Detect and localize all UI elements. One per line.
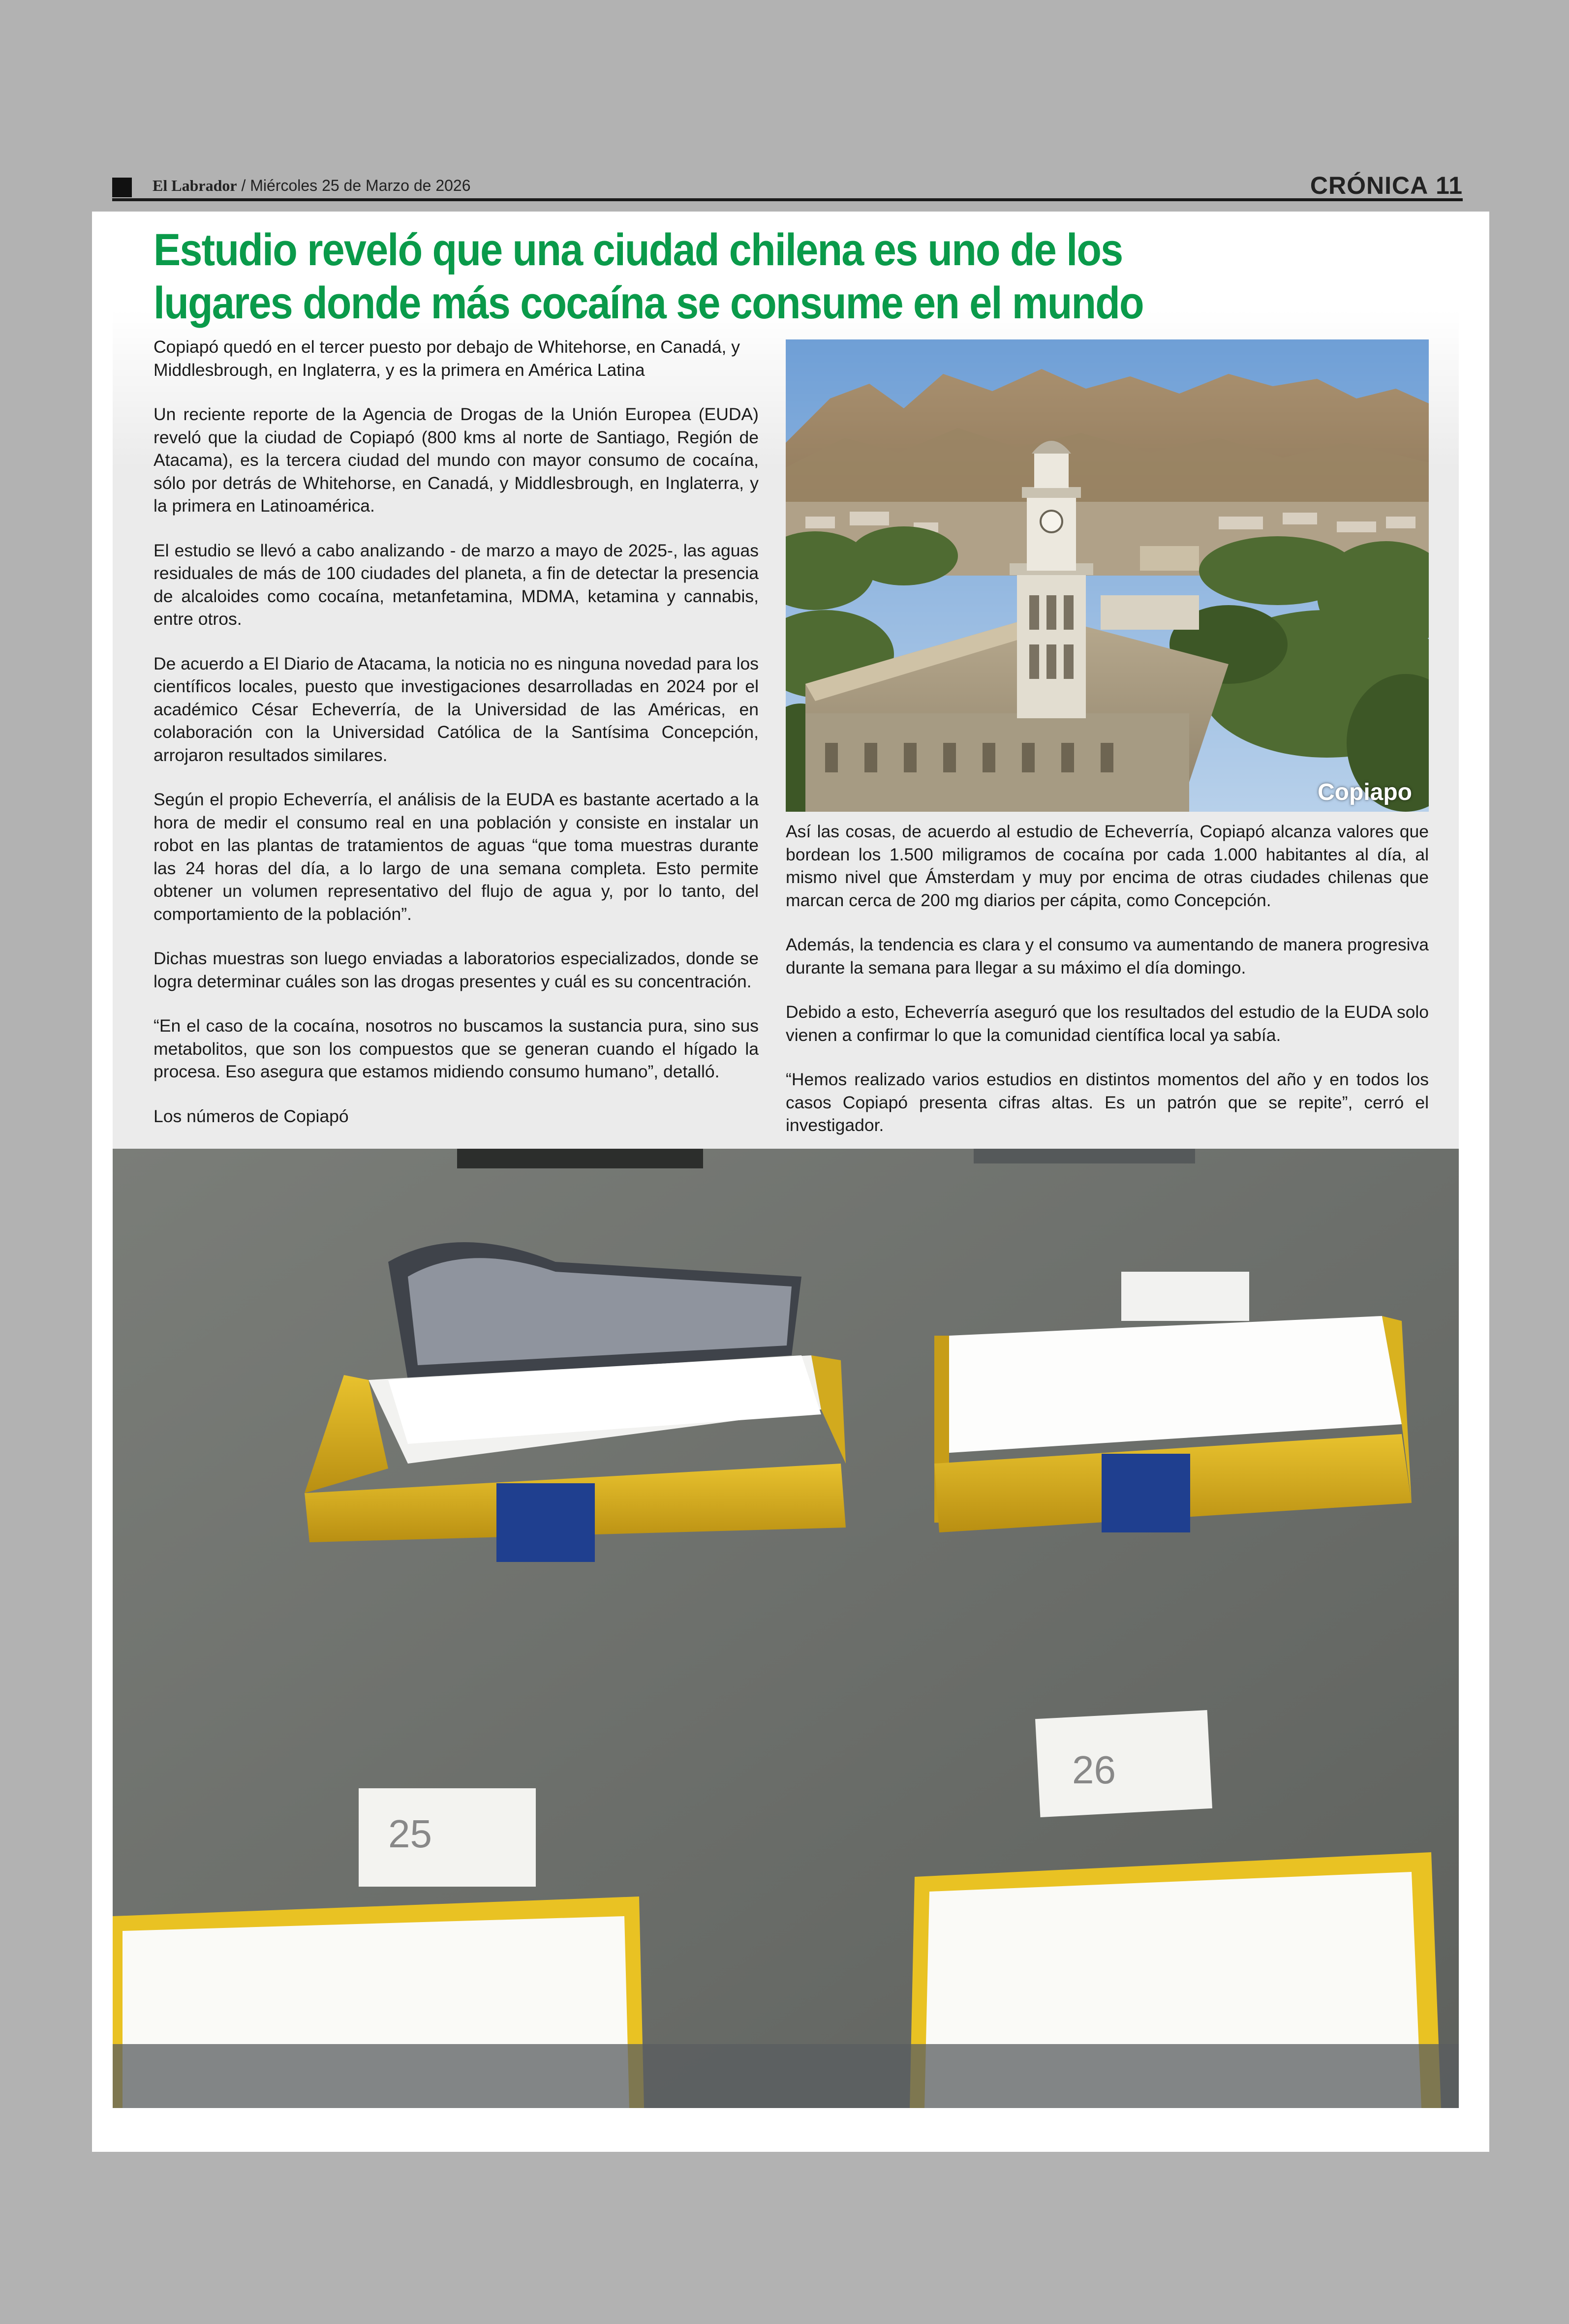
paragraph: “En el caso de la cocaína, nosotros no buscamos la sustancia pura, sino sus metabolitos, que son los compuestos que se generan cuando el hígado la procesa. Eso asegura que estamos midiendo consumo humano”, detalló.	[154, 1016, 759, 1081]
paragraph: Además, la tendencia es clara y el consumo va aumentando de manera progresiva durante la semana para llegar a su máximo el día domingo.	[786, 935, 1429, 978]
package-label-25: 25	[388, 1812, 432, 1856]
paragraph: Dichas muestras son luego enviadas a laboratorios especializados, donde se logra determinar cuáles son las drogas presentes y cuál es su concentración.	[154, 948, 759, 991]
copiapo-photo	[786, 339, 1429, 812]
paper-name: El Labrador	[153, 177, 237, 194]
paragraph: El estudio se llevó a cabo analizando - de marzo a mayo de 2025-, las aguas residuales de más de 100 ciudades del planeta, a fin de detectar la presencia de alcaloides como cocaína, metanfetamina, MDMA, ketamina y cannabis, entre otros.	[154, 540, 759, 629]
paragraph: Un reciente reporte de la Agencia de Drogas de la Unión Europea (EUDA) reveló que la ciudad de Copiapó (800 kms al norte de Santiago, Región de Atacama), es la tercera ciudad del mundo con mayor consumo de cocaína, sólo por detrás de Whitehorse, en Canadá, y Middlesbrough, en Inglaterra, y la primera en Latinoamérica.	[154, 404, 759, 516]
header-meta	[153, 176, 471, 195]
page-number: 11	[1436, 172, 1463, 199]
page-header	[112, 172, 1463, 201]
paragraph: Así las cosas, de acuerdo al estudio de Echeverría, Copiapó alcanza valores que bordean los 1.500 miligramos de cocaína por cada 1.000 habitantes al día, al mismo nivel que Ámsterdam y muy por encima de otras ciudades chilenas que marcan cerca de 200 mg diarios per cápita, como Concepción.	[786, 822, 1429, 910]
cocaine-packages-photo	[113, 1149, 1459, 2108]
right-column	[786, 820, 1429, 1159]
article-panel	[113, 212, 1459, 1149]
issue-date: / Miércoles 25 de Marzo de 2026	[237, 177, 471, 194]
paragraph: De acuerdo a El Diario de Atacama, la noticia no es ninguna novedad para los científicos locales, puesto que investigaciones desarrolladas en 2024 por el académico César Echeverría, de la Universidad de las Américas, en colaboración con la Universidad Católica de la Santísima Concepción, arrojaron resultados similares.	[154, 653, 759, 765]
cocaine-packages-illustration	[113, 1149, 1459, 2108]
article-subtitle: Copiapó quedó en el tercer puesto por debajo de Whitehorse, en Canadá, y Middlesbrough, en Inglaterra, y es la primera en América Latina	[154, 337, 740, 380]
package-label-26: 26	[1072, 1748, 1116, 1792]
header-square-mark	[112, 178, 132, 197]
paragraph: Debido a esto, Echeverría aseguró que los resultados del estudio de la EUDA solo vienen a confirmar lo que la comunidad científica local ya sabía.	[786, 1002, 1429, 1045]
paragraph: “Hemos realizado varios estudios en distintos momentos del año y en todos los casos Copiapó presenta cifras altas. Es un patrón que se repite”, cerró el investigador.	[786, 1070, 1429, 1135]
article-headline: Estudio reveló que una ciudad chilena es uno de los lugares donde más cocaína se consume en el mundo	[154, 225, 1143, 328]
photo-caption: Copiapo	[1318, 779, 1412, 805]
section-name: CRÓNICA	[1310, 172, 1429, 199]
paragraph: Según el propio Echeverría, el análisis de la EUDA es bastante acertado a la hora de medir el consumo real en una población y consiste en instalar un robot en las plantas de tratamientos de aguas “que toma muestras durante las 24 horas del día, a lo largo de una semana completa. Esto permite obtener un volumen representativo del flujo de agua y, por lo tanto, del comportamiento de la población”.	[154, 790, 759, 924]
left-column	[154, 336, 759, 1149]
subheading: Los números de Copiapó	[154, 1106, 349, 1126]
section-label	[1310, 172, 1463, 199]
page-sheet	[92, 212, 1489, 2152]
copiapo-city-illustration	[786, 339, 1429, 812]
